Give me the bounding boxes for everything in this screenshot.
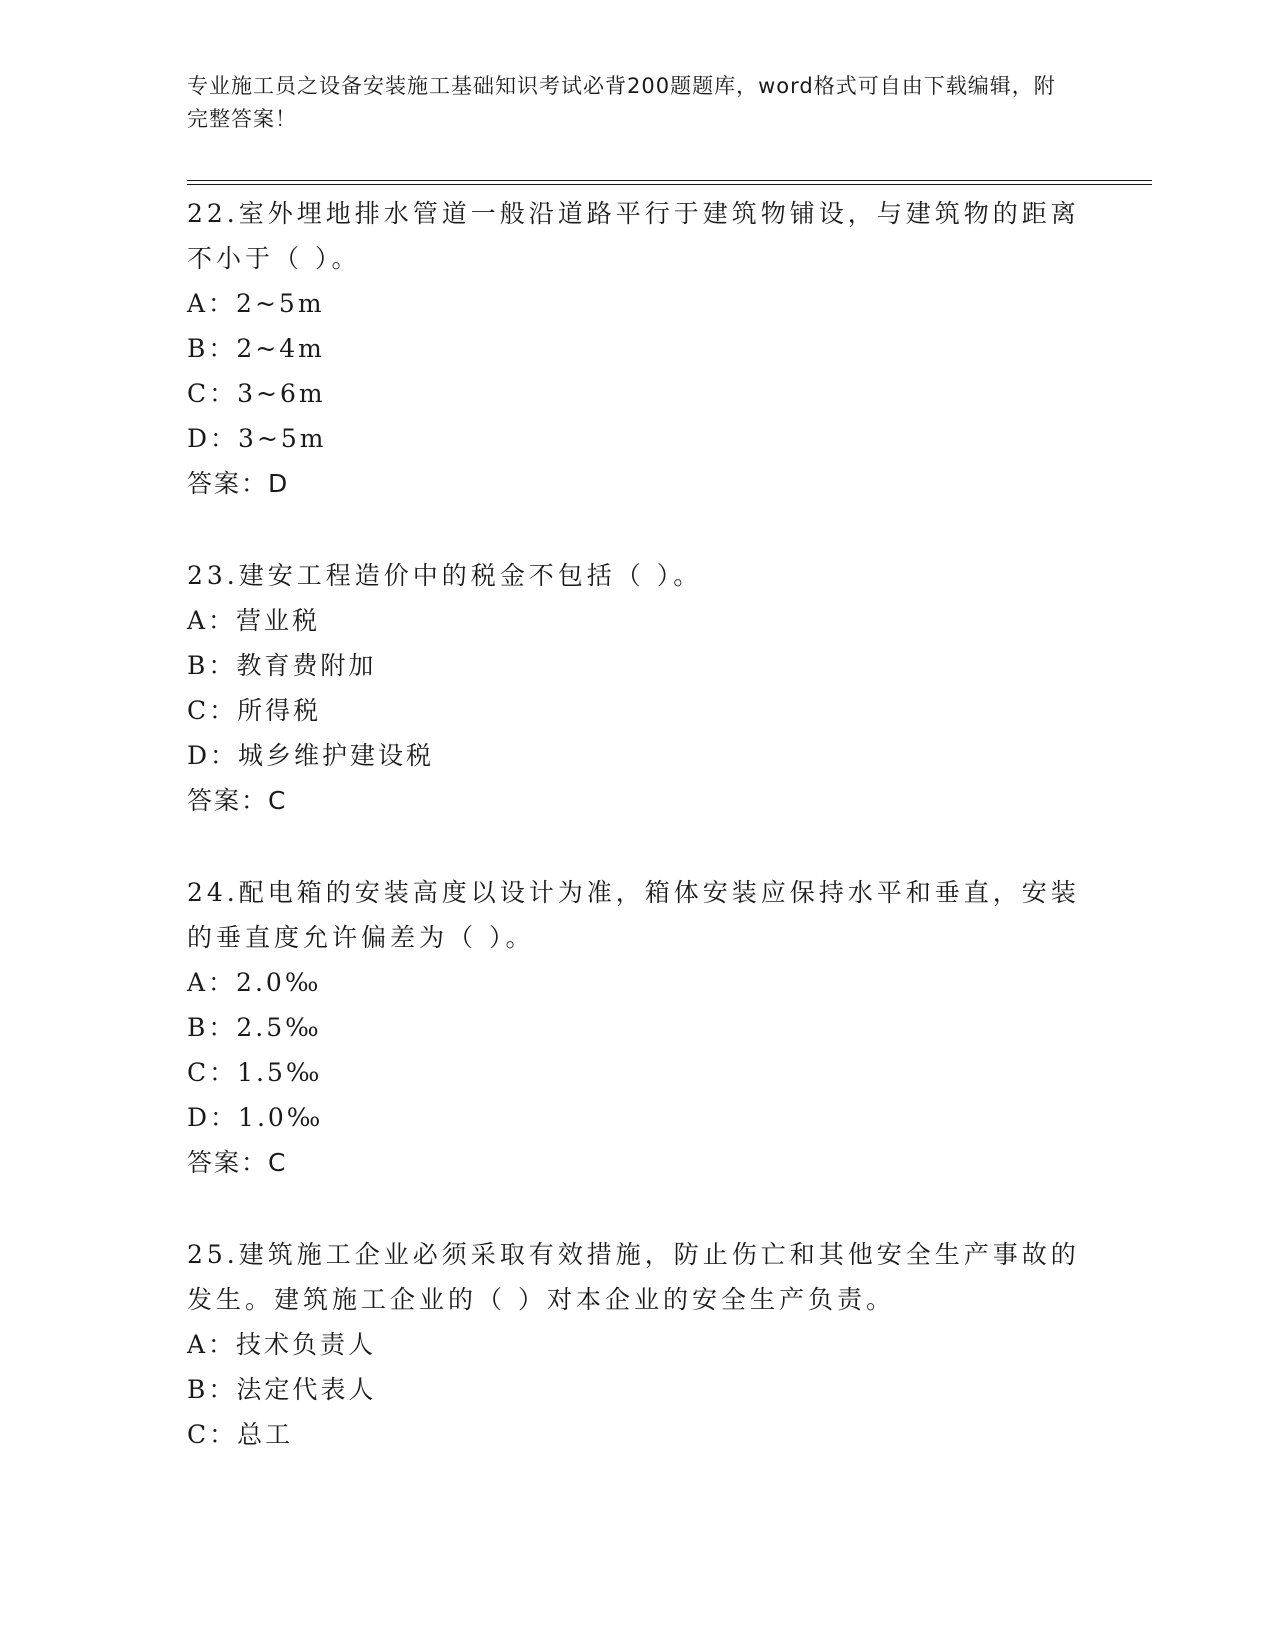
answer-label: 答案：C [187,1148,288,1177]
document-header-note: 专业施工员之设备安装施工基础知识考试必背200题题库，word格式可自由下载编辑，附完整答案！ [187,74,1056,131]
option-a: A：技术负责人 [187,1330,377,1359]
answer-label: 答案：C [187,786,288,815]
question-text: 24.配电箱的安装高度以设计为准，箱体安装应保持水平和垂直，安装的垂直度允许偏差为（ ）。 [187,878,1080,952]
option-b: B：2~4m [187,334,325,363]
spacer [187,506,1157,553]
option-a: A：2~5m [187,289,325,318]
question-text: 22.室外埋地排水管道一般沿道路平行于建筑物铺设，与建筑物的距离不小于（ ）。 [187,199,1080,273]
option-c: C：总工 [187,1420,294,1449]
option-d: D：3~5m [187,424,327,453]
question-text: 25.建筑施工企业必须采取有效措施，防止伤亡和其他安全生产事故的发生。建筑施工企业的（ ）对本企业的安全生产负责。 [187,1240,1080,1314]
option-d: D：1.0‰ [187,1103,324,1132]
question-25 [187,1232,1157,1457]
option-c: C：1.5‰ [187,1058,323,1087]
option-a: A：2.0‰ [187,968,322,997]
question-text: 23.建安工程造价中的税金不包括（ ）。 [187,561,703,590]
option-b: B：法定代表人 [187,1375,377,1404]
answer-label: 答案：D [187,469,290,498]
question-24 [187,870,1157,1185]
option-a: A：营业税 [187,606,321,635]
spacer [187,1185,1157,1232]
question-22 [187,191,1157,506]
spacer [187,823,1157,870]
option-b: B：教育费附加 [187,651,377,680]
question-23 [187,553,1157,823]
document-page [187,70,1157,1457]
option-b: B：2.5‰ [187,1013,322,1042]
option-c: C：所得税 [187,696,322,725]
header-divider [187,180,1152,185]
option-c: C：3~6m [187,379,326,408]
option-d: D：城乡维护建设税 [187,741,435,770]
